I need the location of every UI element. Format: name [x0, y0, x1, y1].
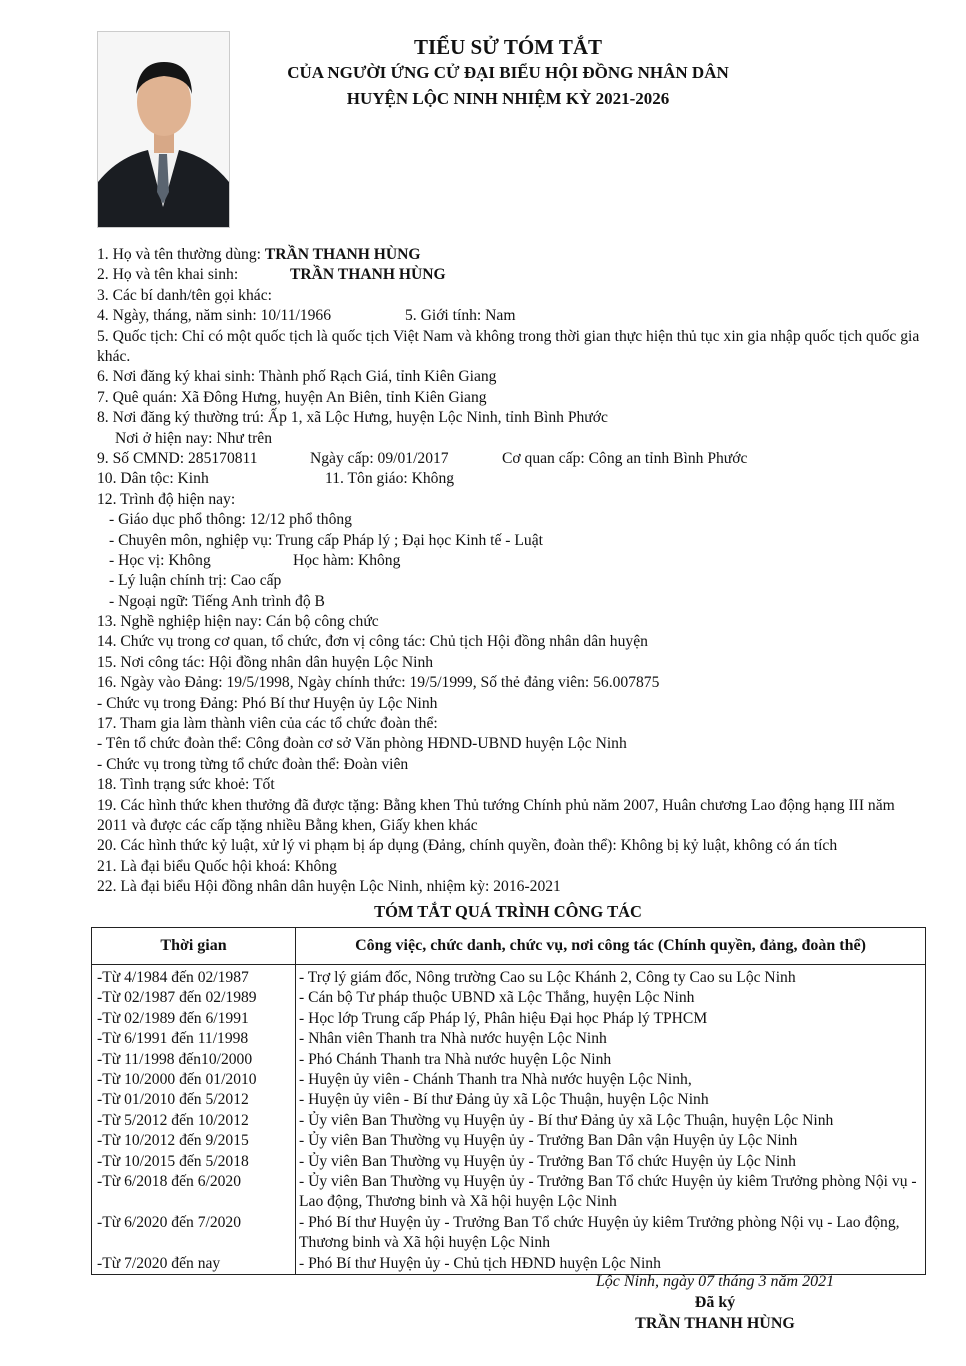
info-line-8b: Nơi ở hiện nay: Như trên	[115, 429, 273, 447]
gender: 5. Giới tính: Nam	[405, 307, 516, 325]
work-history-table	[91, 927, 926, 1275]
table-row	[92, 1009, 926, 1029]
table-row	[92, 1111, 926, 1131]
info-line-17b: - Chức vụ trong từng tổ chức đoàn thể: Đoàn viên	[97, 755, 409, 773]
info-line-16: 16. Ngày vào Đảng: 19/5/1998, Ngày chính thức: 19/5/1999, Số thẻ đảng viên: 56.007875	[97, 674, 660, 692]
place-date: Lộc Ninh, ngày 07 tháng 3 năm 2021	[595, 1273, 835, 1290]
cell-job: - Trợ lý giám đốc, Nông trường Cao su Lộc Khánh 2, Công ty Cao su Lộc Ninh	[296, 965, 926, 989]
info-line-13: 13. Nghề nghiệp hiện nay: Cán bộ công chức	[97, 613, 379, 631]
table-row	[92, 1131, 926, 1151]
cell-job: - Học lớp Trung cấp Pháp lý, Phân hiệu Đại học Pháp lý TPHCM	[296, 1009, 926, 1029]
degree: - Học vị: Không	[109, 551, 211, 569]
cell-time: -Từ 6/1991 đến 11/1998	[92, 1029, 296, 1049]
academic-title: Học hàm: Không	[293, 551, 401, 569]
cell-job: - Huyện ủy viên - Chánh Thanh tra Nhà nước huyện Lộc Ninh,	[296, 1070, 926, 1090]
ethnicity: 10. Dân tộc: Kinh	[97, 470, 209, 488]
portrait-icon	[98, 32, 229, 227]
info-line-5: 5. Quốc tịch: Chỉ có một quốc tịch là quốc tịch Việt Nam và không trong thời gian thực hiện thủ tục xin gia nhập quốc tịch quốc gia khác.	[97, 327, 920, 365]
birth-name-value: TRẦN THANH HÙNG	[290, 266, 446, 284]
info-line-4	[97, 306, 927, 326]
cell-job: - Ủy viên Ban Thường vụ Huyện ủy - Trưởng Ban Dân vận Huyện ủy Lộc Ninh	[296, 1131, 926, 1151]
birth-date: 4. Ngày, tháng, năm sinh: 10/11/1966	[97, 307, 332, 325]
cell-time: -Từ 11/1998 đến10/2000	[92, 1050, 296, 1070]
info-line-3: 3. Các bí danh/tên gọi khác:	[97, 286, 272, 304]
cell-job: - Phó Bí thư Huyện ủy - Chủ tịch HĐND huyện Lộc Ninh	[296, 1254, 926, 1275]
cell-job: - Phó Chánh Thanh tra Nhà nước huyện Lộc Ninh	[296, 1050, 926, 1070]
id-number: 9. Số CMND: 285170811	[97, 449, 258, 467]
cell-job: - Ủy viên Ban Thường vụ Huyện ủy - Trưởng Ban Tổ chức Huyện ủy kiêm Trưởng phòng Nội vụ - Lao động, Thương binh và Xã hội huyện Lộc Ninh	[296, 1172, 926, 1213]
title-block	[230, 34, 786, 112]
table-header-row	[92, 928, 926, 965]
info-line-12b: - Chuyên môn, nghiệp vụ: Trung cấp Pháp lý ; Đại học Kinh tế - Luật	[109, 531, 543, 549]
info-line-2	[97, 265, 927, 285]
work-history-title: TÓM TẮT QUÁ TRÌNH CÔNG TÁC	[374, 902, 642, 921]
document-subtitle-2: HUYỆN LỘC NINH NHIỆM KỲ 2021-2026	[346, 89, 670, 108]
info-line-17: 17. Tham gia làm thành viên của các tổ chức đoàn thể:	[97, 715, 438, 733]
info-line-12a: - Giáo dục phổ thông: 12/12 phổ thông	[109, 511, 352, 529]
table-row	[92, 1152, 926, 1172]
birth-name-label: 2. Họ và tên khai sinh:	[97, 266, 239, 284]
signer-name: TRẦN THANH HÙNG	[635, 1315, 795, 1332]
cell-job: - Ủy viên Ban Thường vụ Huyện ủy - Bí thư Đảng ủy xã Lộc Thuận, huyện Lộc Ninh	[296, 1111, 926, 1131]
document-subtitle-1: CỦA NGƯỜI ỨNG CỬ ĐẠI BIỂU HỘI ĐỒNG NHÂN DÂN	[287, 63, 729, 82]
info-line-12c	[97, 551, 927, 571]
info-line-18: 18. Tình trạng sức khoẻ: Tốt	[97, 776, 275, 794]
col-header-time: Thời gian	[92, 928, 296, 965]
info-line-12: 12. Trình độ hiện nay:	[97, 490, 236, 508]
cell-time: -Từ 6/2018 đến 6/2020	[92, 1172, 296, 1213]
cell-time: -Từ 02/1987 đến 02/1989	[92, 988, 296, 1008]
cell-time: -Từ 01/2010 đến 5/2012	[92, 1090, 296, 1110]
table-row	[92, 1090, 926, 1110]
cell-time: -Từ 5/2012 đến 10/2012	[92, 1111, 296, 1131]
cell-time: -Từ 4/1984 đến 02/1987	[92, 965, 296, 989]
table-row	[92, 1050, 926, 1070]
table-row	[92, 1172, 926, 1213]
info-line-15: 15. Nơi công tác: Hội đồng nhân dân huyện Lộc Ninh	[97, 653, 434, 671]
info-line-16b: - Chức vụ trong Đảng: Phó Bí thư Huyện ủy Lộc Ninh	[97, 694, 438, 712]
cell-job: - Phó Bí thư Huyện ủy - Trưởng Ban Tổ chức Huyện ủy kiêm Trưởng phòng Nội vụ - Lao động, Thương binh và Xã hội huyện Lộc Ninh	[296, 1213, 926, 1254]
info-line-22: 22. Là đại biểu Hội đồng nhân dân huyện Lộc Ninh, nhiệm kỳ: 2016-2021	[97, 878, 561, 896]
document-title: TIỂU SỬ TÓM TẮT	[413, 35, 603, 59]
col-header-job: Công việc, chức danh, chức vụ, nơi công tác (Chính quyền, đảng, đoàn thể)	[296, 928, 926, 965]
table-row	[92, 1213, 926, 1254]
info-line-14: 14. Chức vụ trong cơ quan, tổ chức, đơn vị công tác: Chủ tịch Hội đồng nhân dân huyện	[97, 633, 648, 651]
religion: 11. Tôn giáo: Không	[325, 470, 455, 488]
cell-time: -Từ 10/2012 đến 9/2015	[92, 1131, 296, 1151]
common-name-value: TRẦN THANH HÙNG	[264, 246, 421, 263]
signed-note: Đã ký	[694, 1294, 736, 1311]
common-name-label: 1. Họ và tên thường dùng:	[97, 246, 265, 263]
table-row	[92, 1070, 926, 1090]
info-line-17a: - Tên tổ chức đoàn thể: Công đoàn cơ sở Văn phòng HĐND-UBND huyện Lộc Ninh	[97, 735, 627, 753]
cell-job: - Nhân viên Thanh tra Nhà nước huyện Lộc Ninh	[296, 1029, 926, 1049]
cell-job: - Ủy viên Ban Thường vụ Huyện ủy - Trưởng Ban Tổ chức Huyện ủy Lộc Ninh	[296, 1152, 926, 1172]
info-line-6: 6. Nơi đăng ký khai sinh: Thành phố Rạch Giá, tỉnh Kiên Giang	[97, 368, 497, 386]
cell-time: -Từ 10/2015 đến 5/2018	[92, 1152, 296, 1172]
biography-info	[97, 245, 927, 898]
table-row	[92, 965, 926, 989]
info-line-10	[97, 469, 927, 489]
cell-time: -Từ 6/2020 đến 7/2020	[92, 1213, 296, 1254]
info-line-19: 19. Các hình thức khen thưởng đã được tặng: Bằng khen Thủ tướng Chính phủ năm 2007, Huân chương Lao động hạng III năm 2011 và được các cấp tặng nhiều Bằng khen, Giấy khen khác	[97, 796, 895, 834]
id-issuer: Cơ quan cấp: Công an tỉnh Bình Phước	[502, 449, 748, 467]
info-line-21: 21. Là đại biểu Quốc hội khoá: Không	[97, 857, 337, 875]
cell-time: -Từ 02/1989 đến 6/1991	[92, 1009, 296, 1029]
info-line-12e: - Ngoại ngữ: Tiếng Anh trình độ B	[109, 592, 325, 610]
cell-job: - Huyện ủy viên - Bí thư Đảng ủy xã Lộc Thuận, huyện Lộc Ninh	[296, 1090, 926, 1110]
info-line-1	[97, 245, 927, 265]
cell-time: -Từ 10/2000 đến 01/2010	[92, 1070, 296, 1090]
info-line-8: 8. Nơi đăng ký thường trú: Ấp 1, xã Lộc Hưng, huyện Lộc Ninh, tỉnh Bình Phước	[97, 409, 608, 427]
signature-block	[520, 1271, 910, 1334]
cell-job: - Cán bộ Tư pháp thuộc UBND xã Lộc Thắng, huyện Lộc Ninh	[296, 988, 926, 1008]
info-line-12d: - Lý luận chính trị: Cao cấp	[109, 572, 282, 590]
info-line-20: 20. Các hình thức kỷ luật, xử lý vi phạm bị áp dụng (Đảng, chính quyền, đoàn thể): Không bị kỷ luật, không có án tích	[97, 837, 838, 855]
info-line-7: 7. Quê quán: Xã Đông Hưng, huyện An Biên, tỉnh Kiên Giang	[97, 388, 487, 406]
table-row	[92, 1029, 926, 1049]
cell-time: -Từ 7/2020 đến nay	[92, 1254, 296, 1275]
work-history-body	[92, 965, 926, 1275]
id-issue-date: Ngày cấp: 09/01/2017	[310, 449, 449, 467]
portrait-photo	[97, 31, 230, 228]
table-row	[92, 988, 926, 1008]
info-line-9	[97, 449, 927, 469]
